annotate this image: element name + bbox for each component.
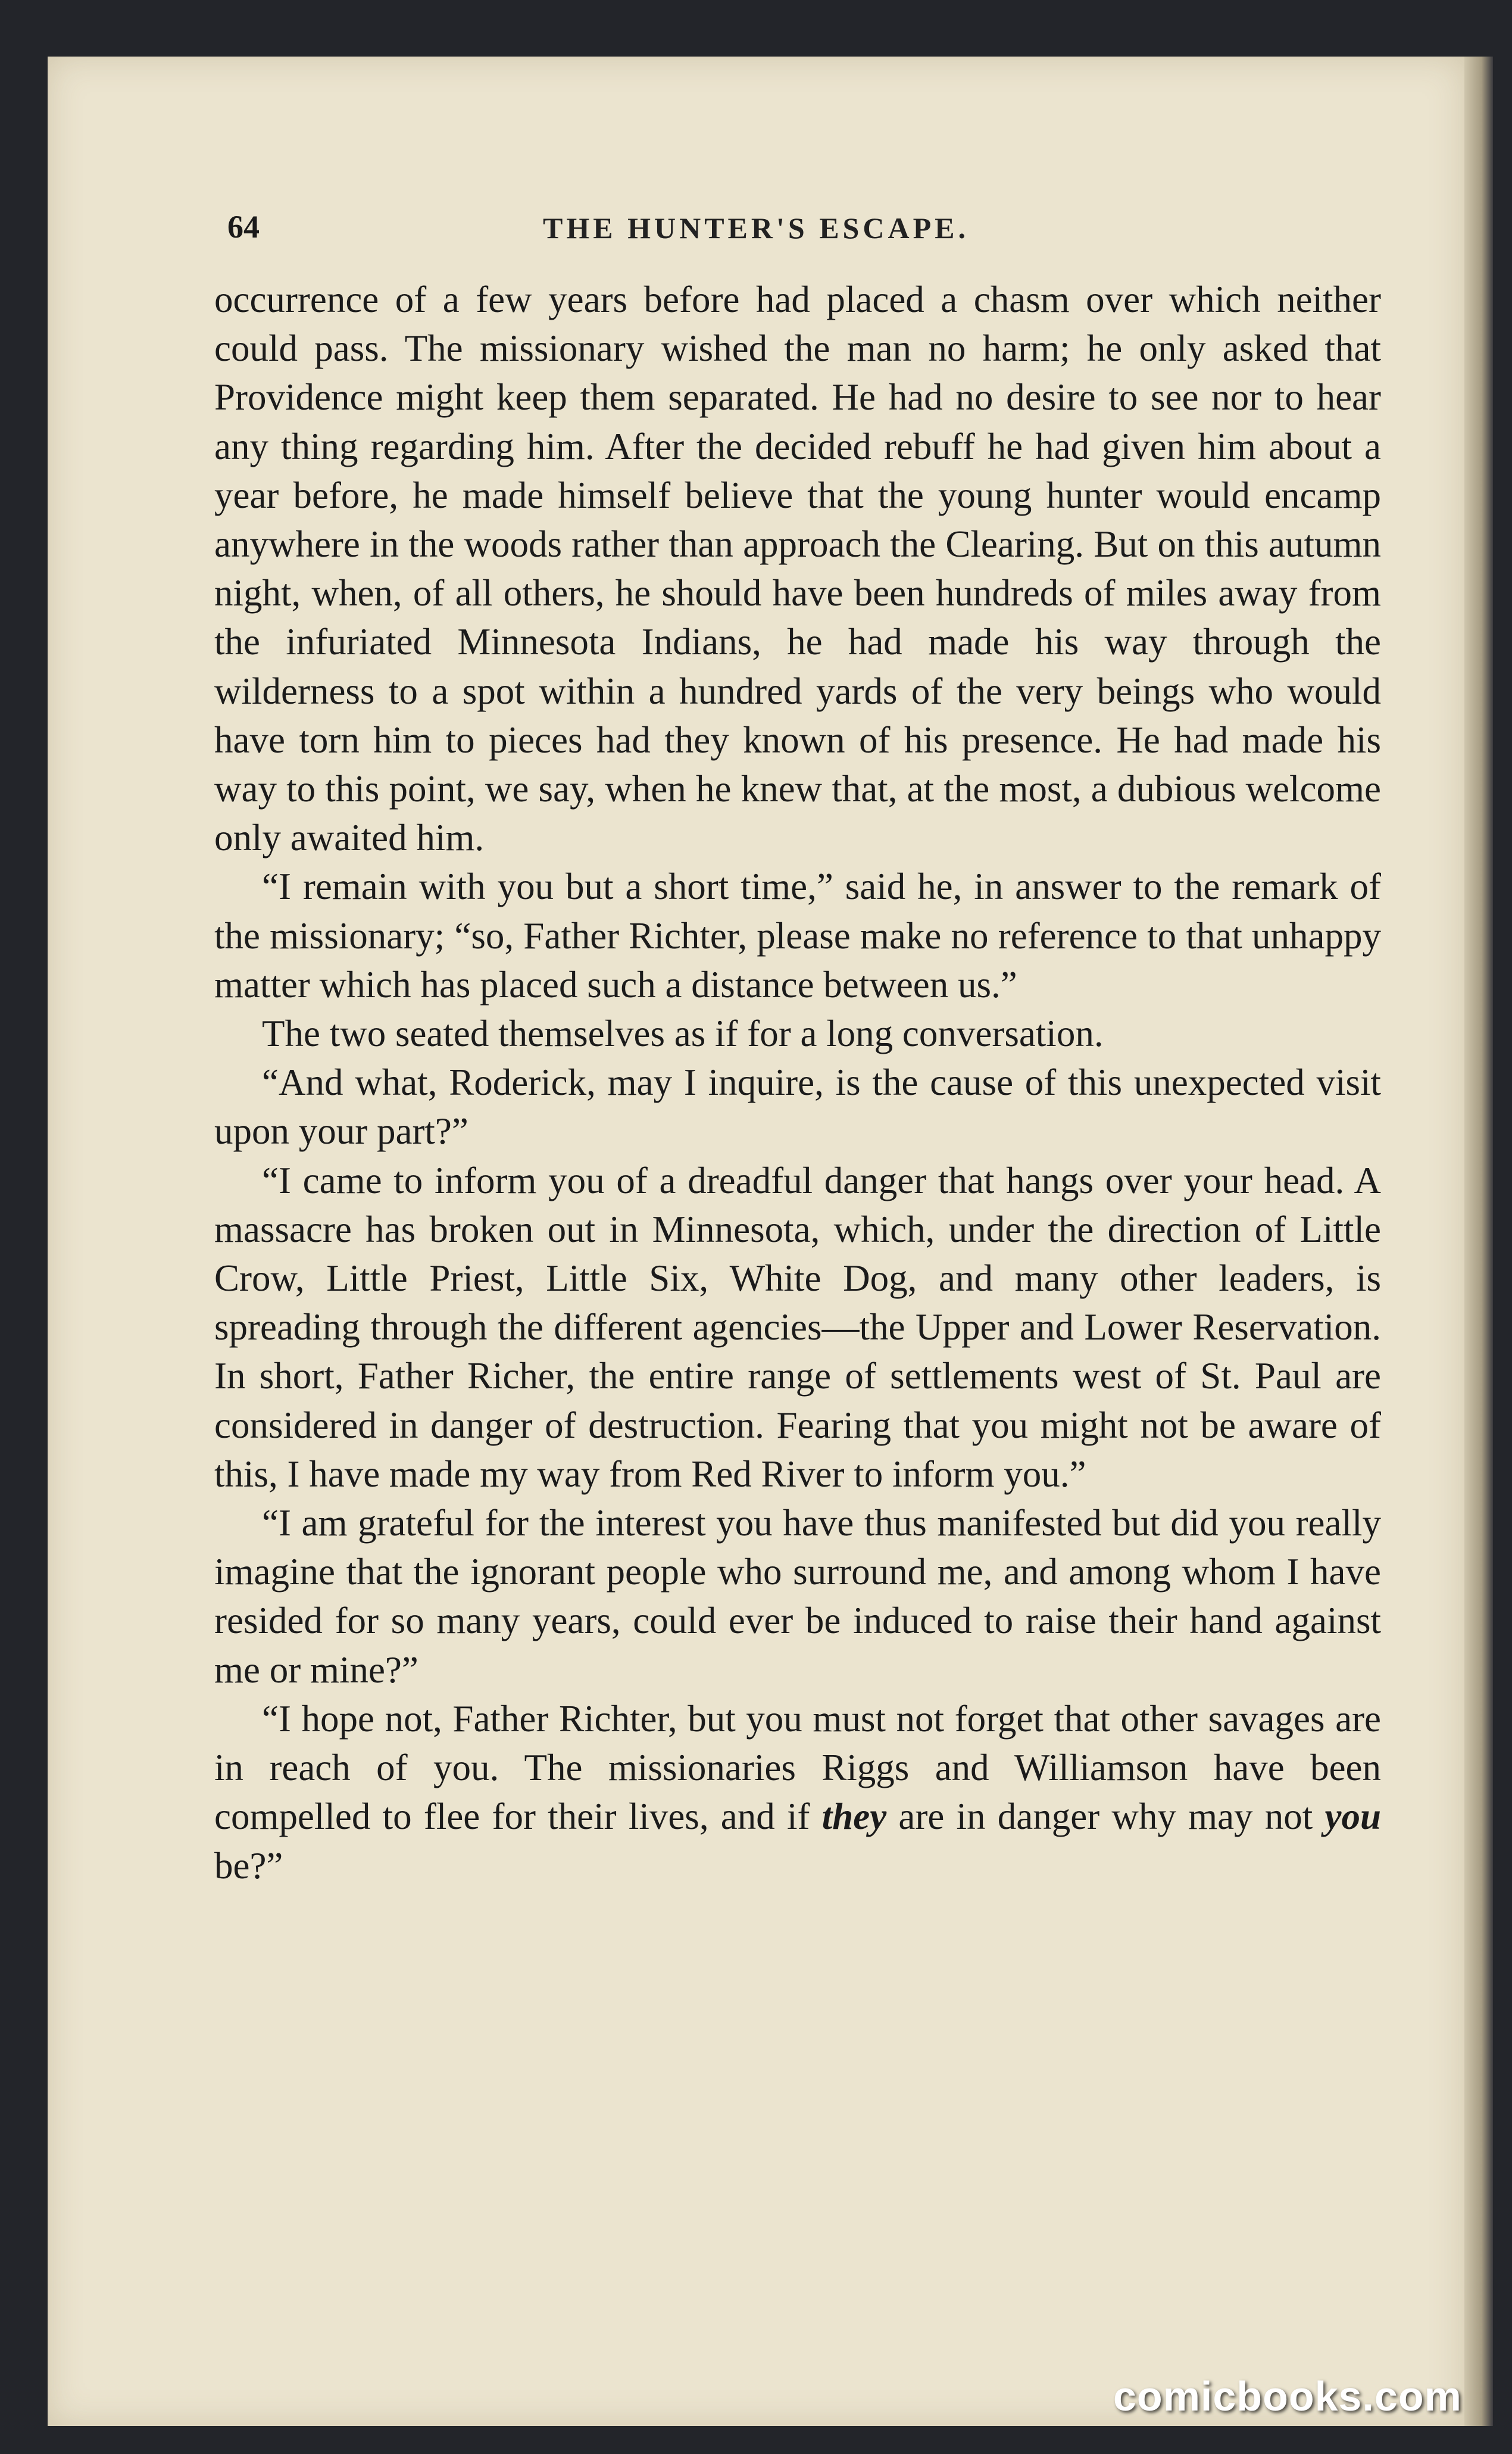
paragraph-last bbox=[214, 1694, 1381, 1890]
text-run: are in danger why may not bbox=[886, 1796, 1325, 1838]
text-run: “I hope not, Father Richter, but you must not forget that other savages are in reach of you. The missionaries Riggs and Williamson have been compelled to flee for their lives, and if bbox=[214, 1697, 1381, 1838]
paragraph: occurrence of a few years before had placed a chasm over which neither could pass. The missionary wished the man no harm; he only asked that Providence might keep them separated. He had no desire to see nor to hear any thing regarding him. After the decided rebuff he had given him about a year before, he made himself believe that the young hunter would encamp anywhere in the woods rather than approach the Clearing. But on this autumn night, when, of all others, he should have been hundreds of miles away from the infuriated Minnesota Indians, he had made his way through the wilderness to a spot within a hundred yards of the very beings who would have torn him to pieces had they known of his presence. He had made his way to this point, we say, when he knew that, at the most, a dubious welcome only awaited him. bbox=[214, 279, 1381, 859]
emphasis-they: they bbox=[821, 1796, 887, 1838]
paragraph: “And what, Roderick, may I inquire, is the cause of this unexpected visit upon your part?” bbox=[214, 1061, 1381, 1153]
page-number: 64 bbox=[227, 209, 260, 245]
page-header bbox=[48, 196, 1464, 262]
body-text bbox=[214, 275, 1381, 1890]
watermark: comicbooks.com bbox=[1113, 2373, 1462, 2419]
emphasis-you: you bbox=[1324, 1796, 1381, 1838]
paragraph: “I came to inform you of a dreadful danger that hangs over your head. A massacre has broken out in Minnesota, which, under the direction of Little Crow, Little Priest, Little Six, White Dog, and many other leaders, is spreading through the different agencies—the Upper and Lower Reservation. In short, Father Richer, the entire range of settlements west of St. Paul are considered in danger of destruction. Fearing that you might not be aware of this, I have made my way from Red River to inform you.” bbox=[214, 1159, 1381, 1495]
paragraph: The two seated themselves as if for a long conversation. bbox=[262, 1013, 1104, 1055]
paragraph: “I remain with you but a short time,” said he, in answer to the remark of the missionary; “so, Father Richter, please make no reference to that unhappy matter which has placed such a distance between us.” bbox=[214, 866, 1381, 1006]
text-run: be?” bbox=[214, 1844, 283, 1887]
paragraph: “I am grateful for the interest you have thus manifested but did you really imagine that the ignorant people who surround me, and among whom I have resided for so many years, could ever be induced to raise their hand against me or mine?” bbox=[214, 1502, 1381, 1691]
running-title: THE HUNTER'S ESCAPE. bbox=[543, 211, 969, 245]
page-edge bbox=[1464, 57, 1493, 2426]
